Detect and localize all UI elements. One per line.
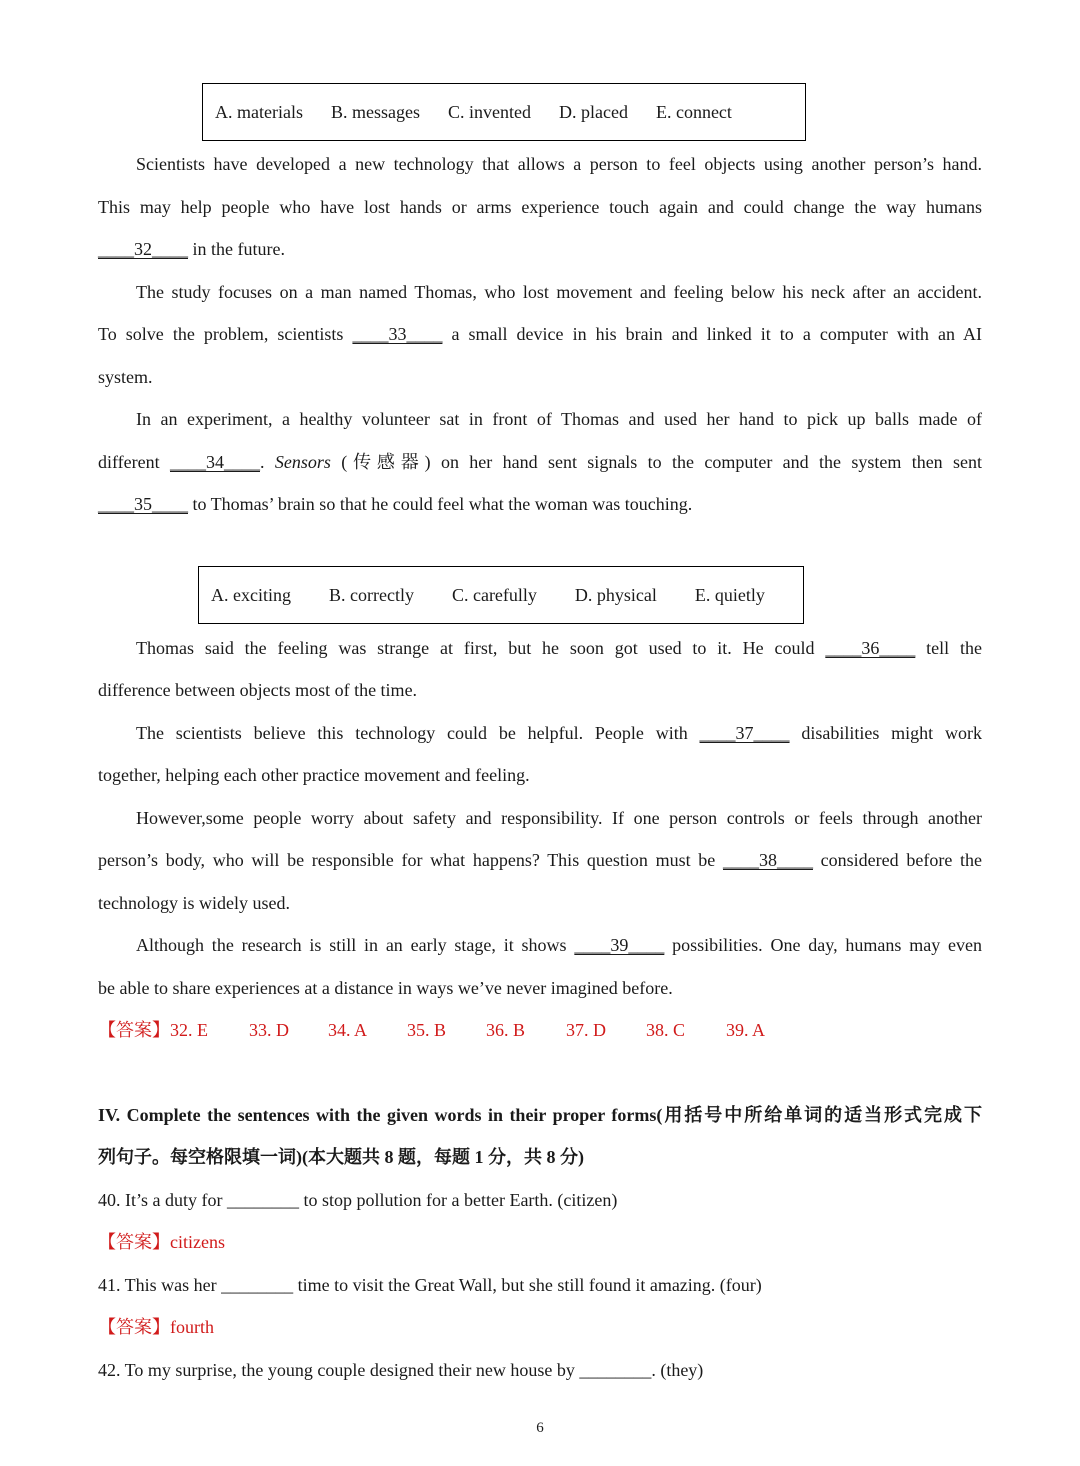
sensors-term: Sensors (274, 452, 331, 472)
paragraph-2-line-1: The study focuses on a man named Thomas, who lost movement and feeling below his neck after an accident. (136, 282, 982, 302)
word-option: A. exciting (211, 584, 291, 605)
section-4-heading-line-1: IV. Complete the sentences with the given words in their proper forms(用括号中所给单词的适当形式完成下 (98, 1105, 982, 1125)
paragraph-7-line-1: Although the research is still in an early stage, it shows ____39____ possibilities. One day, humans may even (136, 935, 982, 955)
blank-37: ____37____ (699, 723, 790, 743)
paragraph-5-line-2: together, helping each other practice movement and feeling. (98, 765, 530, 785)
paragraph-3-line-2: different ____34____. Sensors (传感器) on her hand sent signals to the computer and the system then sent (98, 452, 983, 472)
answer-item: 32. E (170, 1020, 208, 1040)
word-option: B. messages (330, 101, 420, 122)
paragraph-4-line-2: difference between objects most of the time. (98, 680, 418, 700)
answer-label: 【答案】 (98, 1020, 170, 1040)
answer-item: 37. D (566, 1020, 606, 1040)
question-40: 40. It’s a duty for ________ to stop pollution for a better Earth. (citizen) (98, 1190, 618, 1210)
paragraph-2-line-3: system. (98, 367, 153, 387)
paragraph-3-line-1: In an experiment, a healthy volunteer sat in front of Thomas and used her hand to pick up balls made of (136, 409, 982, 429)
answer-item: 36. B (486, 1020, 526, 1040)
word-option: D. physical (574, 584, 657, 605)
paragraph-6-line-3: technology is widely used. (98, 893, 290, 913)
answer-item: 35. B (407, 1020, 447, 1040)
paragraph-1-line-3: ____32____ in the future. (98, 239, 285, 259)
page-number: 6 (536, 1420, 544, 1436)
word-option: E. connect (655, 101, 732, 122)
blank-35: ____35____ (98, 494, 188, 514)
answer-item: 34. A (328, 1020, 368, 1040)
paragraph-4-line-1: Thomas said the feeling was strange at first, but he soon got used to it. He could ____36____ tell the (136, 638, 982, 658)
answer-key-32-39 (98, 1018, 982, 1042)
question-42: 42. To my surprise, the young couple designed their new house by ________. (they) (98, 1360, 704, 1380)
answer-41: 【答案】fourth (98, 1317, 214, 1337)
paragraph-6-line-1: However,some people worry about safety and responsibility. If one person controls or feels through another (136, 808, 982, 828)
paragraph-1-line-1: Scientists have developed a new technology that allows a person to feel objects using another person’s hand. (136, 154, 982, 174)
paragraph-6-line-2: person’s body, who will be responsible for what happens? This question must be ____38____ considered before the (98, 850, 982, 870)
blank-36: ____36____ (825, 638, 916, 658)
word-option: E. quietly (694, 584, 765, 605)
word-bank-box-2 (198, 566, 804, 624)
blank-38: ____38____ (722, 850, 813, 870)
answer-40: 【答案】citizens (98, 1232, 225, 1252)
word-option: C. carefully (451, 584, 537, 605)
paragraph-1-line-2: This may help people who have lost hands or arms experience touch again and could change the way humans (98, 197, 982, 217)
word-bank-box-1 (202, 83, 806, 141)
answer-item: 39. A (726, 1020, 766, 1040)
answer-item: 33. D (249, 1020, 289, 1040)
paragraph-2-line-2: To solve the problem, scientists ____33____ a small device in his brain and linked it to a computer with an AI (98, 324, 982, 344)
blank-33: ____33____ (352, 324, 443, 344)
section-4-heading-line-2: 列句子。每空格限填一词)(本大题共 8 题，每题 1 分，共 8 分) (98, 1147, 584, 1167)
question-41: 41. This was her ________ time to visit the Great Wall, but she still found it amazing. (four) (98, 1275, 762, 1295)
word-option: A. materials (215, 101, 303, 122)
blank-34: ____34____ (170, 452, 260, 472)
word-option: D. placed (558, 101, 628, 122)
paragraph-5-line-1: The scientists believe this technology could be helpful. People with ____37____ disabilities might work (136, 723, 982, 743)
paragraph-3-line-3: ____35____ to Thomas’ brain so that he could feel what the woman was touching. (98, 494, 693, 514)
answer-item: 38. C (646, 1020, 686, 1040)
paragraph-7-line-2: be able to share experiences at a distance in ways we’ve never imagined before. (98, 978, 673, 998)
word-option: C. invented (447, 101, 531, 122)
blank-32: ____32____ (98, 239, 188, 259)
blank-39: ____39____ (574, 935, 665, 955)
word-option: B. correctly (328, 584, 414, 605)
